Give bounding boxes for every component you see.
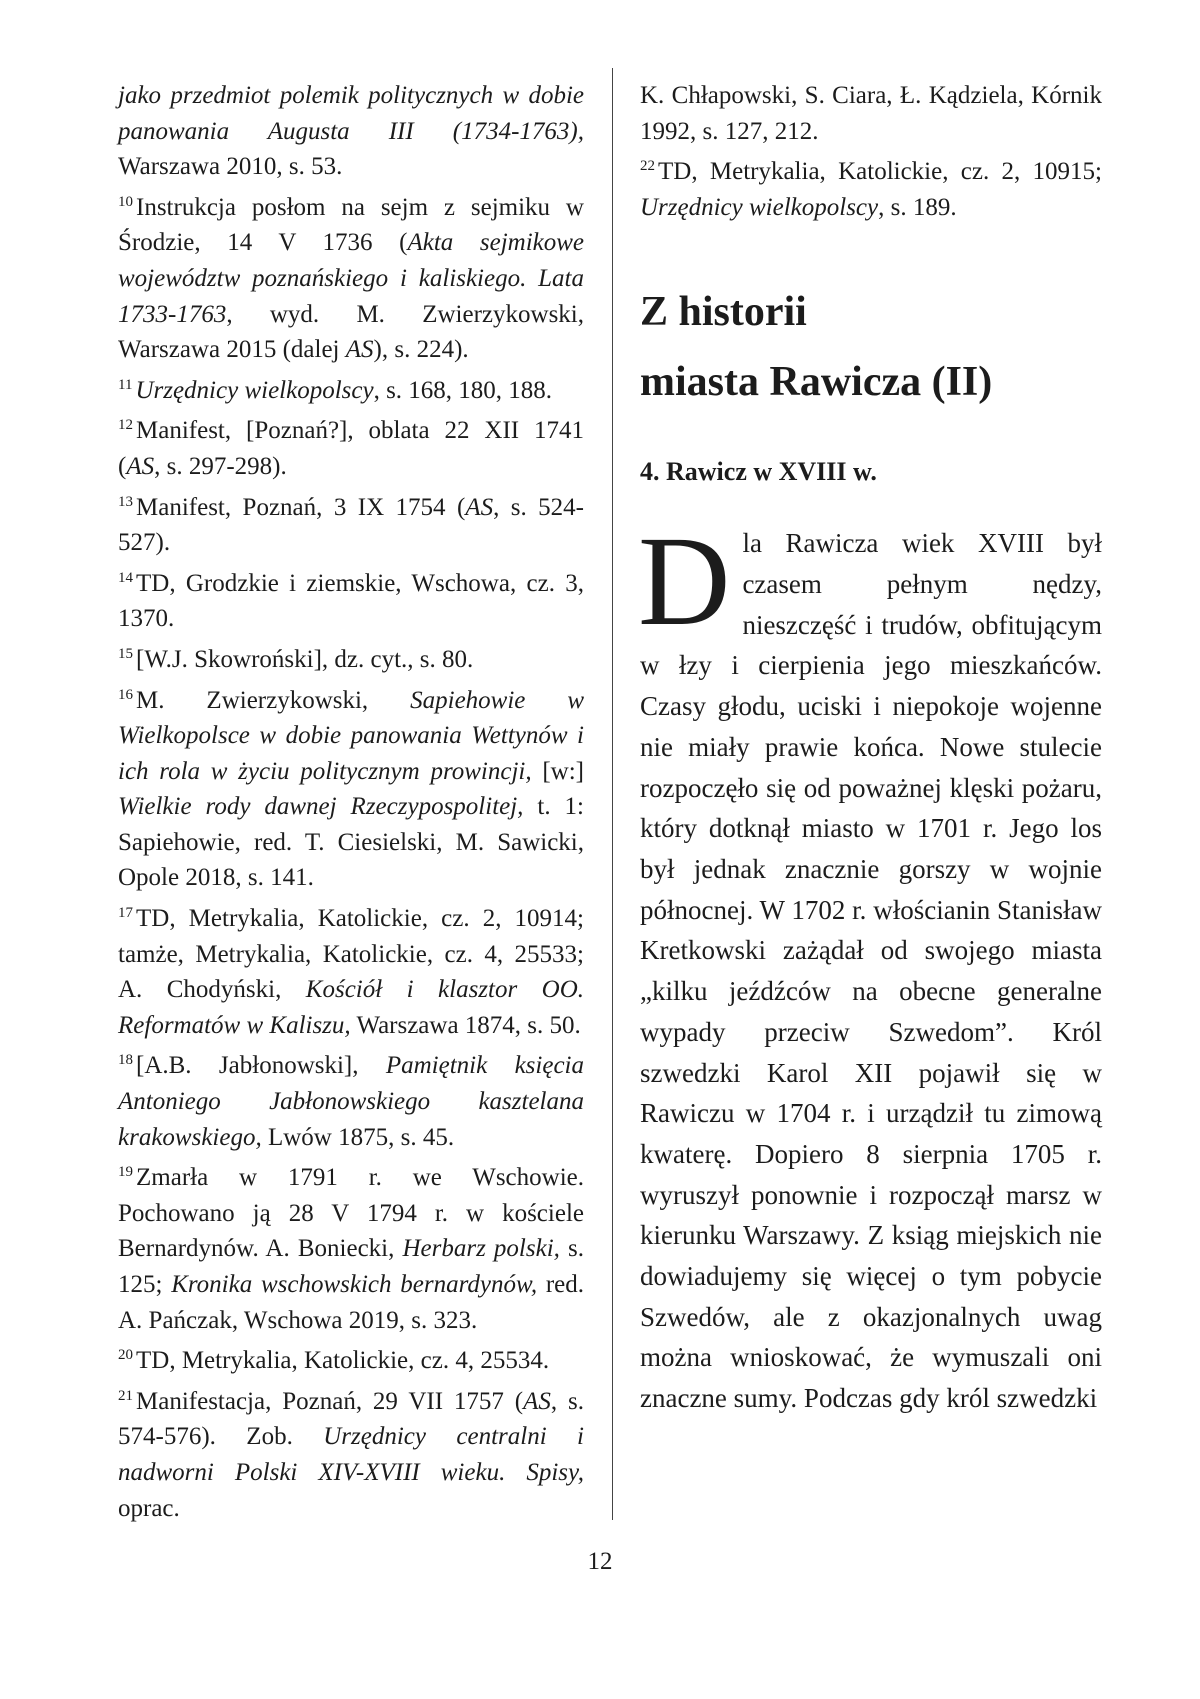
footnote-12: $^{12}$ Manifest, [Poznań?], oblata 22 XII 1741 (AS, s. 297-298). <box>118 417 584 480</box>
footnote-continuation-right: K. Chłapowski, S. Ciara, Ł. Kądziela, Kórnik 1992, s. 127, 212. $^{22}$ TD, Metrykalia, Katolickie, cz. 2, 10915; Urzędnicy wielkopolscy, s. 189. <box>640 78 1102 225</box>
footnote-22: $^{22}$ TD, Metrykalia, Katolickie, cz. 2, 10915; Urzędnicy wielkopolscy, s. 189. <box>640 158 1102 221</box>
footnote-13: $^{13}$ Manifest, Poznań, 3 IX 1754 (AS, s. 524-527). <box>118 493 585 557</box>
article-title: Z historii miasta Rawicza (II) <box>640 289 993 406</box>
footnote-15: $^{15}$ [W.J. Skowroński], dz. cyt., s. 80. <box>118 645 474 673</box>
footnote-italic: jako przedmiot polemik politycznych w dobie panowania Augusta III (1734-1763), <box>118 82 584 145</box>
footnote-list <box>118 185 584 1526</box>
footnote-16: $^{16}$ M. Zwierzykowski, Sapiehowie w Wielkopolsce w dobie panowania Wettynów i ich rola w życiu politycznym prowincji, [w:] Wielkie rody dawnej Rzeczypospolitej, t. 1: Sapiehowie, red. T. Ciesielski, M. Sawicki, Opole 2018, s. 141. <box>118 686 584 892</box>
footnote-18: $^{18}$ [A.B. Jabłonowski], Pamiętnik księcia Antoniego Jabłonowskiego kasztelana krakowskiego, Lwów 1875, s. 45. <box>118 1052 584 1151</box>
article-column <box>640 78 1102 1419</box>
column-divider <box>612 68 613 1520</box>
section-heading: 4. Rawicz w XVIII w. <box>640 457 877 487</box>
footnote-17: $^{17}$ TD, Metrykalia, Katolickie, cz. 2, 10914; tamże, Metrykalia, Katolickie, cz. 4, 25533; A. Chodyński, Kościół i klasztor OO. Reformatów w Kaliszu, Warszawa 1874, s. 50. <box>118 905 584 1039</box>
page-number: 12 <box>587 1548 613 1575</box>
footnotes-column <box>118 78 584 1526</box>
footnote-continuation: jako przedmiot polemik politycznych w dobie panowania Augusta III (1734-1763), Warszawa 2010, s. 53. <box>118 82 584 181</box>
footnote-19: $^{19}$ Zmarła w 1791 r. we Wschowie. Pochowano ją 28 V 1794 r. w kościele Bernardynów. A. Boniecki, Herbarz polski, s. 125; Kronika wschowskich bernardynów, red. A. Pańczak, Wschowa 2019, s. 323. <box>118 1164 585 1334</box>
footnote-20: $^{20}$ TD, Metrykalia, Katolickie, cz. 4, 25534. <box>118 1347 550 1375</box>
footnote-11: $^{11}$ Urzędnicy wielkopolscy, s. 168, 180, 188. <box>118 376 553 404</box>
footnote-10: $^{10}$ Instrukcja posłom na sejm z sejmiku w Środzie, 14 V 1736 (Akta sejmikowe województw poznańskiego i kaliskiego. Lata 1733-1763, wyd. M. Zwierzykowski, Warszawa 2015 (dalej AS), s. 224). <box>118 193 585 364</box>
footnote-21: $^{21}$ Manifestacja, Poznań, 29 VII 1757 (AS, s. 574-576). Zob. Urzędnicy centralni i nadworni Polski XIV-XVIII wieku. Spisy, oprac. <box>118 1387 585 1522</box>
footnote-14: $^{14}$ TD, Grodzkie i ziemskie, Wschowa, cz. 3, 1370. <box>118 569 584 633</box>
drop-cap: D <box>638 510 731 653</box>
article-body: Dla Rawicza wiek XVIII był czasem pełnym nędzy, nieszczęść i trudów, obfitującym w łzy i cierpienia jego mieszkańców. Czasy głodu, uciski i niepokoje wojenne nie miały prawie końca. Nowe stulecie rozpoczęło się od poważnej klęski pożaru, który dotknął miasto w 1701 r. Jego los był jednak znacznie gorszy w wojnie północnej. W 1702 r. włościanin Stanisław Kretkowski zażądał od swojego miasta „kilku jeźdźców na obecne generalne wypady przeciw Szwedom”. Król szwedzki Karol XII pojawił się w Rawiczu w 1704 r. i urządził tu zimową kwaterę. Dopiero 8 sierpnia 1705 r. wyruszył ponownie i rozpoczął marsz w kierunku Warszawy. Z ksiąg miejskich nie dowiadujemy się więcej o tym pobycie Szwedów, ale z okazjonalnych uwag można wnioskować, że wymuszali oni znaczne sumy. Podczas gdy król szwedzki <box>638 510 1102 1414</box>
